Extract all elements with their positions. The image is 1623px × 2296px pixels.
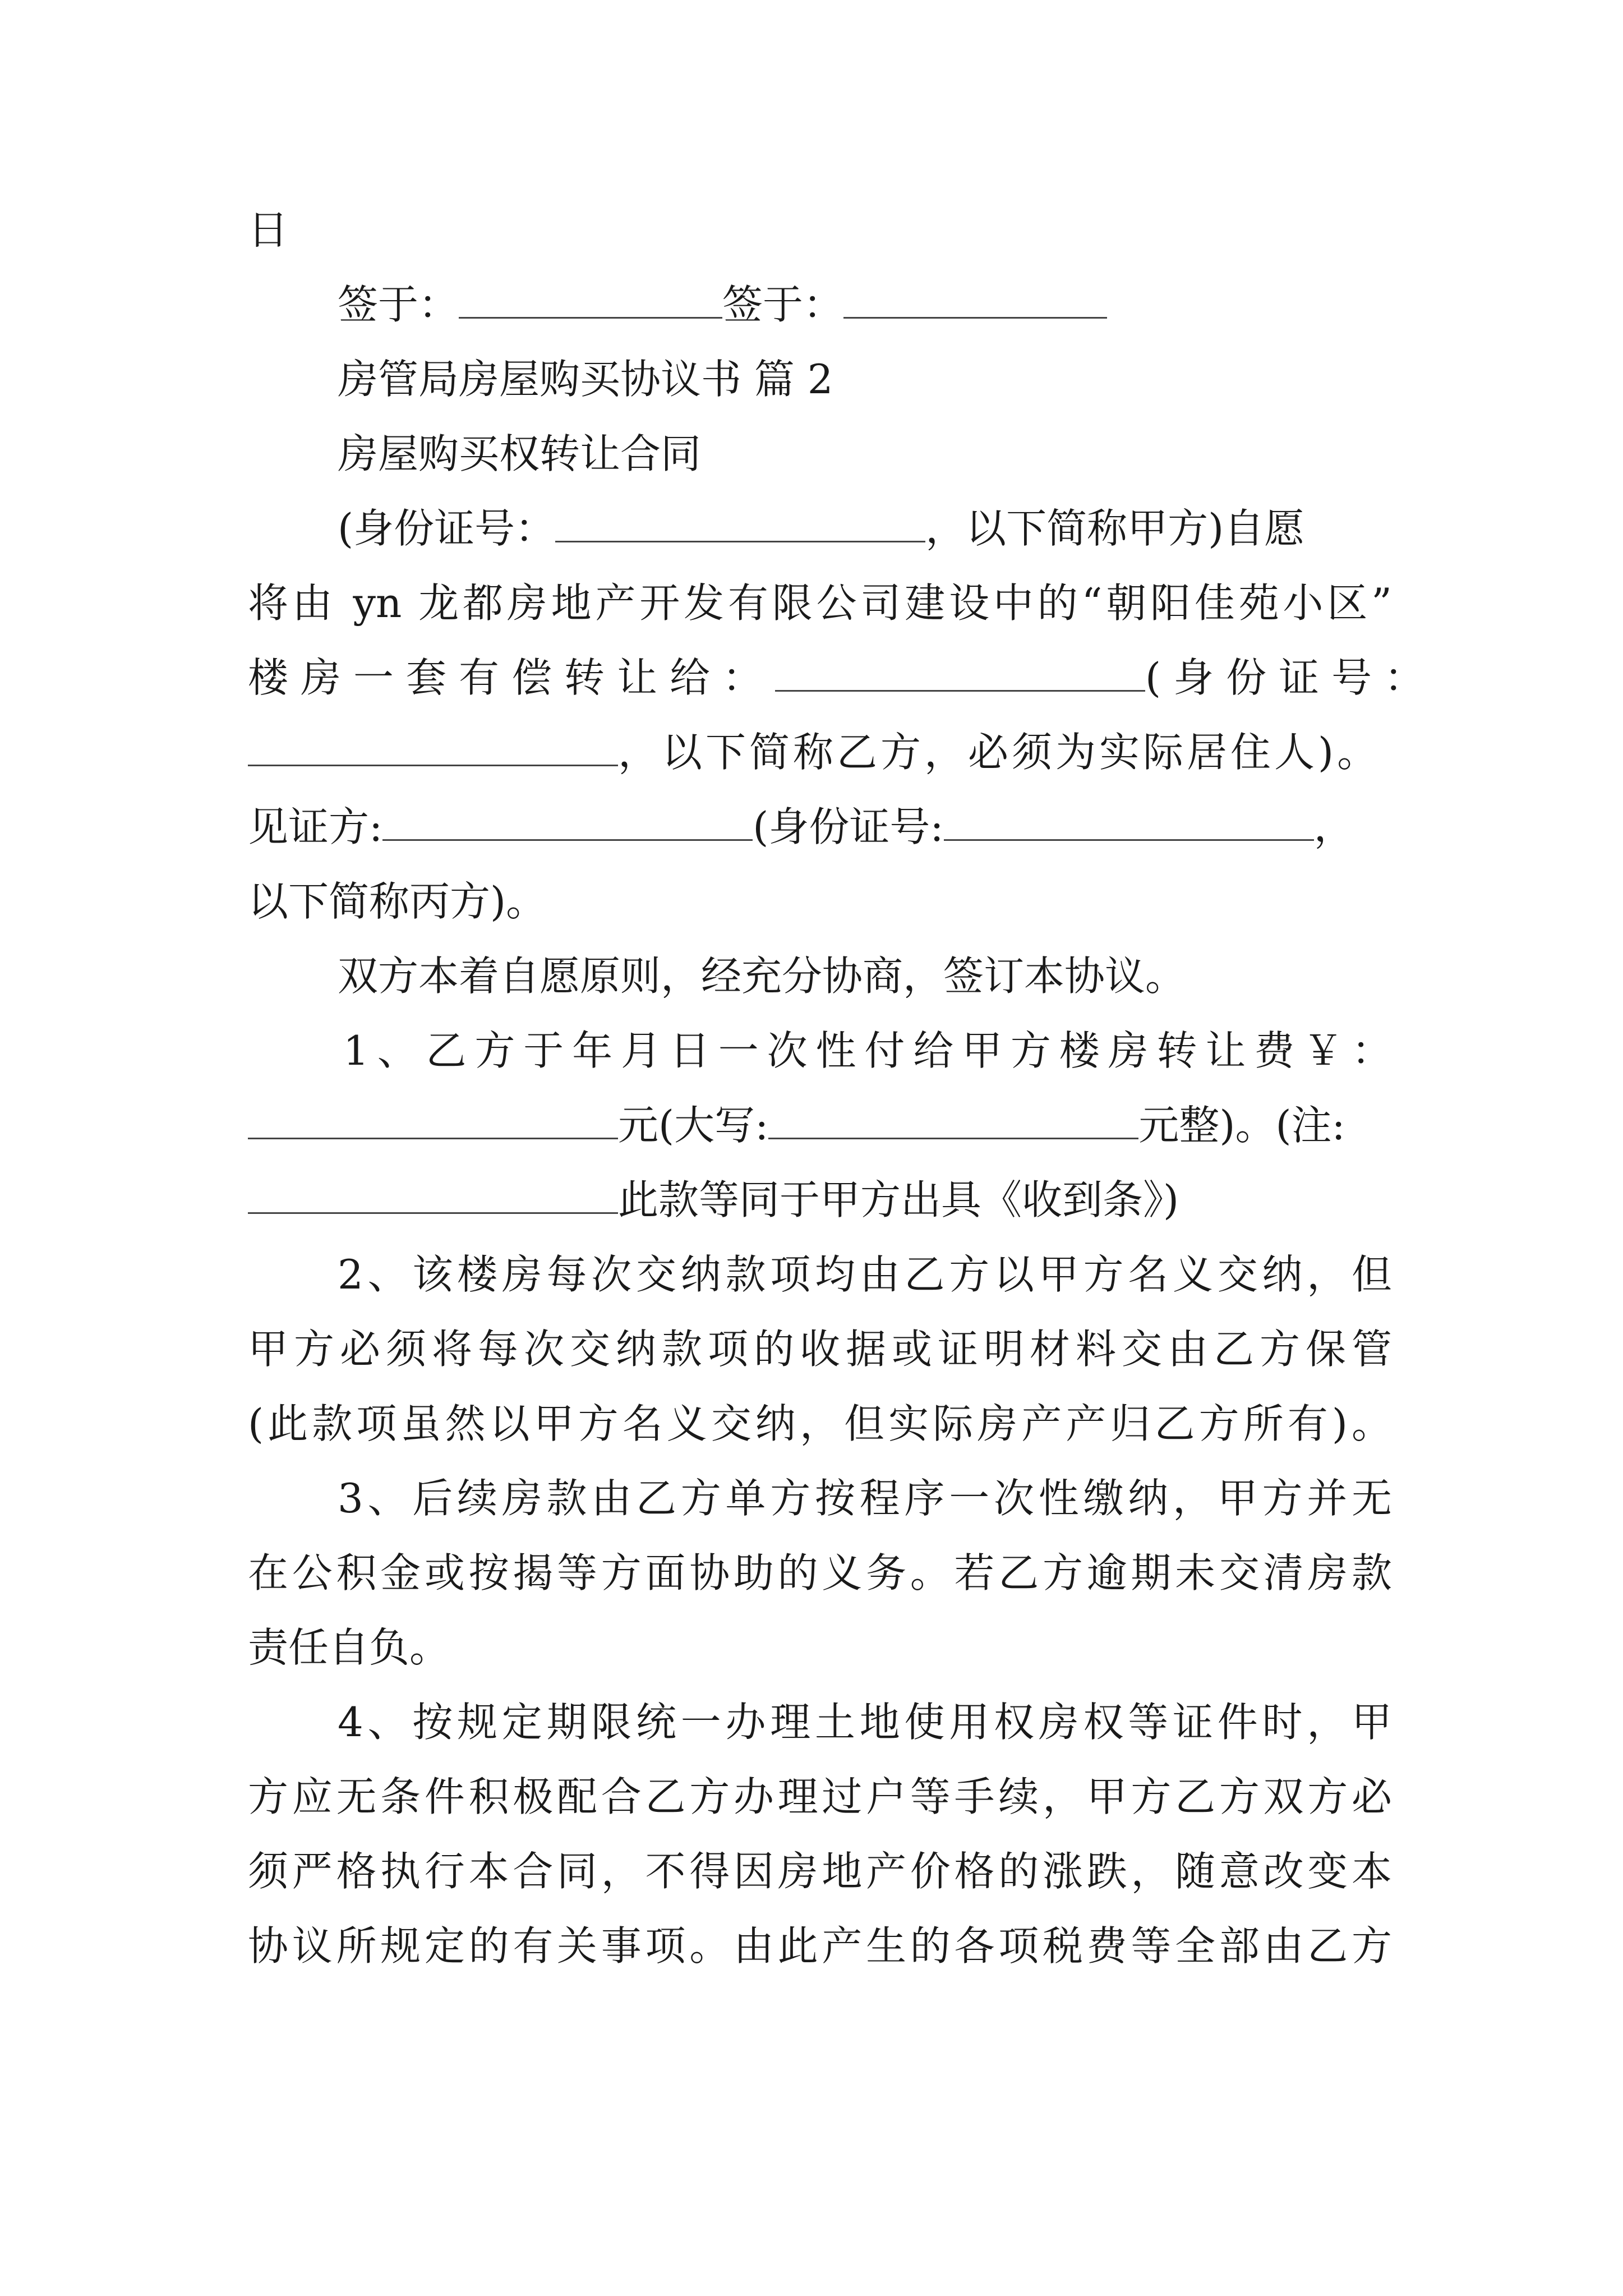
paragraph-line: 甲方必须将每次交纳款项的收据或证明材料交由乙方保管 [248,1326,1392,1373]
clause-1-amount-line: 元(大写: 元整)。(注: [248,1097,1345,1153]
party-b-name-blank [775,651,1145,692]
witness-name-blank [382,800,753,841]
amount-words-blank [768,1098,1138,1139]
paragraph-line: 双方本着自愿原则，经充分协商，签订本协议。 [338,953,1186,1000]
paragraph-line: 须严格执行本合同，不得因房地产价格的涨跌，随意改变本 [248,1848,1392,1895]
clause-1-note-line: 此款等同于甲方出具《收到条》) [248,1172,1179,1228]
party-b-id-blank [248,725,618,766]
paragraph-line: (此款项虽然以甲方名义交纳，但实际房产产归乙方所有)。 [248,1400,1392,1447]
witness-id-blank [944,800,1314,841]
date-day-line: 日 [248,206,289,254]
amount-figures-blank [248,1098,618,1139]
signing-place-blank-b [843,278,1107,319]
clause-1-line: 1、乙方于年月日一次性付给甲方楼房转让费￥： [343,1027,1392,1074]
clause-4-line: 4、按规定期限统一办理土地使用权房权等证件时，甲 [338,1699,1392,1746]
clause-3-line: 3、后续房款由乙方单方按程序一次性缴纳，甲方并无 [338,1475,1392,1522]
contract-title: 房屋购买权转让合同 [338,430,702,477]
party-a-line: (身份证号： ，以下简称甲方)自愿 [338,500,1392,556]
note-blank [248,1173,618,1214]
party-b-line: ，以下简称乙方，必须为实际居住人)。 [248,724,1381,780]
signing-place-blank-a [459,278,722,319]
transfer-to-line: 楼房一套有偿转让给： (身份证号： [248,650,1437,706]
paragraph-line: 在公积金或按揭等方面协助的义务。若乙方逾期未交清房款 [248,1549,1392,1596]
signing-place-line: 签于： 签于： [338,277,1107,333]
section-heading: 房管局房屋购买协议书 篇 2 [338,356,833,403]
paragraph-line: 责任自负。 [248,1624,450,1671]
paragraph-line: 方应无条件积极配合乙方办理过户等手续，甲方乙方双方必 [248,1773,1392,1820]
witness-line: 见证方: (身份证号: ， [248,799,1354,855]
paragraph-line: 将由 yn 龙都房地产开发有限公司建设中的“朝阳佳苑小区” [248,579,1392,627]
clause-2-line: 2、该楼房每次交纳款项均由乙方以甲方名义交纳，但 [338,1251,1392,1298]
party-a-id-blank [555,501,925,542]
paragraph-line: 以下简称丙方)。 [248,878,547,925]
paragraph-line: 协议所规定的有关事项。由此产生的各项税费等全部由乙方 [248,1922,1392,1970]
